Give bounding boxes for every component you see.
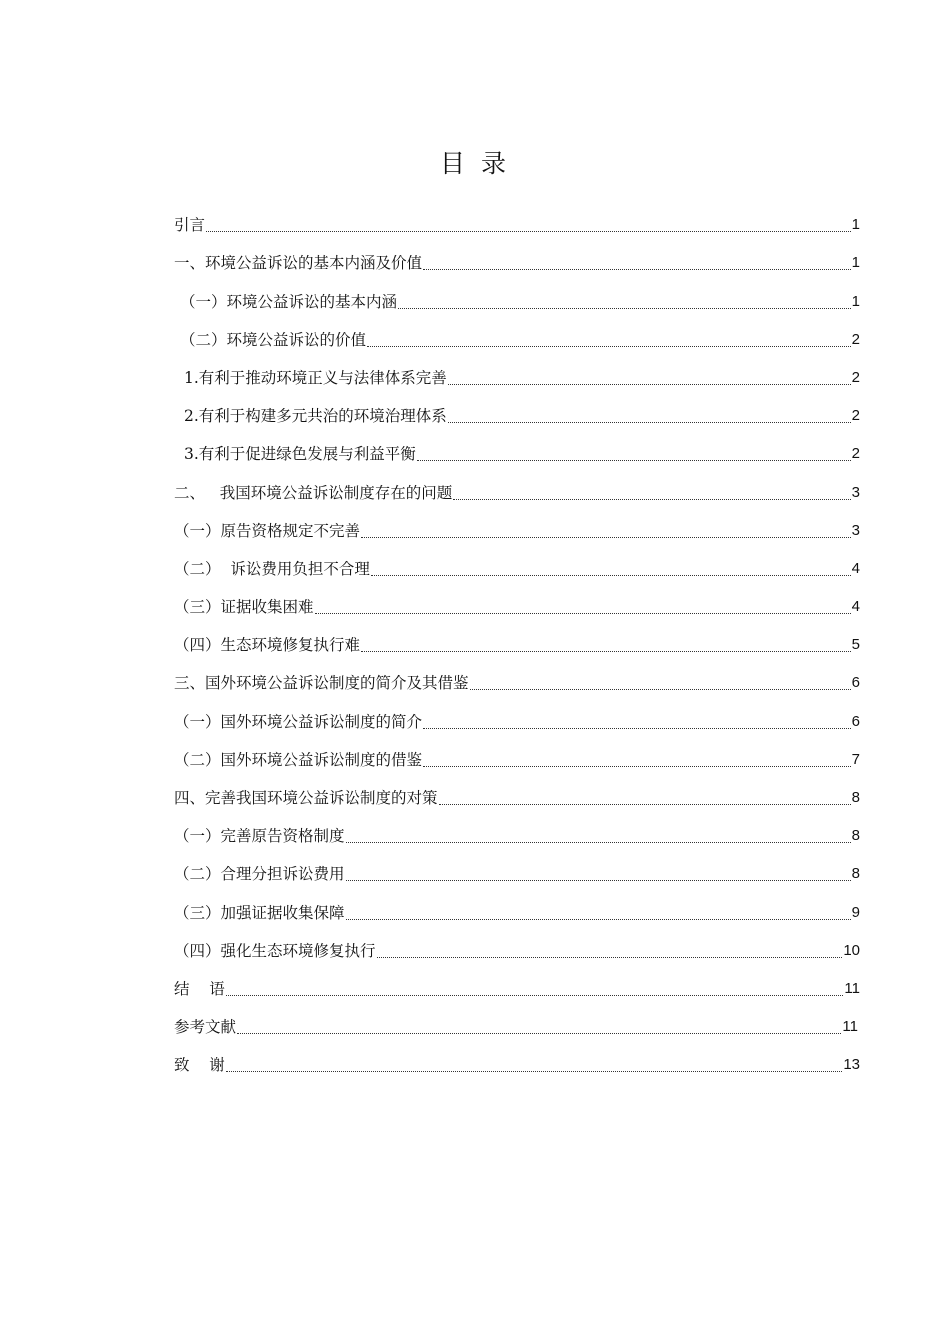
toc-entry-label: （四）生态环境修复执行难 xyxy=(174,636,361,655)
toc-entry[interactable] xyxy=(174,579,860,617)
toc-entry-page: 1 xyxy=(851,292,860,310)
toc-entry[interactable] xyxy=(174,1037,860,1075)
toc-entry-label: 3.有利于促进绿色发展与利益平衡 xyxy=(184,445,416,464)
dot-leader xyxy=(423,766,851,767)
toc-entry-page: 2 xyxy=(851,407,860,425)
toc-entry-page: 2 xyxy=(851,445,860,463)
toc-entry-label: 三、国外环境公益诉讼制度的简介及其借鉴 xyxy=(174,674,469,693)
toc-entry-label: （三）证据收集困难 xyxy=(174,598,314,617)
toc-entry-page: 2 xyxy=(851,368,860,386)
toc-entry-page: 1 xyxy=(851,216,860,234)
toc-entry[interactable] xyxy=(174,464,860,502)
toc-entry-label: （二） 诉讼费用负担不合理 xyxy=(174,559,370,578)
dot-leader xyxy=(371,575,851,576)
toc-entry[interactable] xyxy=(174,426,860,464)
table-of-contents xyxy=(174,197,860,1075)
toc-entry-label: （二）合理分担诉讼费用 xyxy=(174,865,345,884)
toc-entry-page: 2 xyxy=(851,330,860,348)
toc-entry-label: （一）国外环境公益诉讼制度的简介 xyxy=(174,712,423,731)
dot-leader xyxy=(439,804,851,805)
toc-title: 目 录 xyxy=(440,149,510,178)
toc-entry-label: 1.有利于推动环境正义与法律体系完善 xyxy=(184,368,447,387)
toc-entry[interactable] xyxy=(174,732,860,770)
toc-entry-page: 13 xyxy=(843,1056,860,1074)
dot-leader xyxy=(237,1033,841,1034)
toc-entry-page: 7 xyxy=(851,750,860,768)
toc-entry[interactable] xyxy=(174,655,860,693)
toc-entry[interactable] xyxy=(174,312,860,350)
dot-leader xyxy=(226,1071,843,1072)
toc-entry[interactable] xyxy=(174,503,860,541)
dot-leader xyxy=(453,499,850,500)
toc-entry-label: 2.有利于构建多元共治的环境治理体系 xyxy=(184,407,447,426)
dot-leader xyxy=(470,689,851,690)
toc-entry-page: 8 xyxy=(851,827,860,845)
toc-entry[interactable] xyxy=(174,961,860,999)
dot-leader xyxy=(417,460,851,461)
toc-entry-page: 9 xyxy=(851,903,860,921)
toc-entry-page: 4 xyxy=(851,559,860,577)
toc-entry[interactable] xyxy=(174,693,860,731)
toc-entry-page: 3 xyxy=(851,483,860,501)
toc-entry-page: 11 xyxy=(842,1018,858,1036)
dot-leader xyxy=(361,537,851,538)
dot-leader xyxy=(226,995,844,996)
toc-entry-label: （一）环境公益诉讼的基本内涵 xyxy=(180,292,398,311)
toc-entry[interactable] xyxy=(174,273,860,311)
toc-entry[interactable] xyxy=(174,541,860,579)
toc-entry[interactable] xyxy=(174,388,860,426)
toc-entry[interactable] xyxy=(174,197,860,235)
toc-entry-label: （一）原告资格规定不完善 xyxy=(174,521,361,540)
dot-leader xyxy=(448,422,851,423)
dot-leader xyxy=(346,842,851,843)
dot-leader xyxy=(346,880,851,881)
toc-entry-label: 结 语 xyxy=(174,979,225,998)
dot-leader xyxy=(423,728,851,729)
toc-entry-page: 10 xyxy=(843,941,860,959)
toc-entry[interactable] xyxy=(174,235,860,273)
toc-entry-page: 1 xyxy=(851,254,860,272)
toc-entry[interactable] xyxy=(174,350,860,388)
dot-leader xyxy=(367,346,851,347)
toc-entry-label: 参考文献 xyxy=(174,1018,237,1037)
toc-entry[interactable] xyxy=(174,770,860,808)
toc-entry-page: 8 xyxy=(851,789,860,806)
toc-entry-label: 四、完善我国环境公益诉讼制度的对策 xyxy=(174,789,438,807)
dot-leader xyxy=(448,384,851,385)
dot-leader xyxy=(423,269,851,270)
toc-entry-label: 二、 我国环境公益诉讼制度存在的问题 xyxy=(174,483,453,502)
dot-leader xyxy=(315,613,851,614)
dot-leader xyxy=(377,957,843,958)
toc-entry-label: （二）环境公益诉讼的价值 xyxy=(180,330,367,349)
toc-entry[interactable] xyxy=(174,846,860,884)
toc-entry[interactable] xyxy=(174,617,860,655)
toc-entry-page: 3 xyxy=(851,521,860,539)
toc-entry[interactable] xyxy=(174,808,860,846)
toc-entry-page: 5 xyxy=(851,636,860,654)
dot-leader xyxy=(361,651,851,652)
dot-leader xyxy=(398,308,851,309)
dot-leader xyxy=(206,231,851,232)
toc-entry[interactable] xyxy=(174,884,860,922)
toc-entry-label: （三）加强证据收集保障 xyxy=(174,903,345,922)
toc-entry-page: 11 xyxy=(844,979,860,997)
toc-entry-label: （四）强化生态环境修复执行 xyxy=(174,941,376,960)
toc-entry-label: 引言 xyxy=(174,216,206,235)
toc-entry-label: （二）国外环境公益诉讼制度的借鉴 xyxy=(174,750,423,769)
toc-entry-label: 一、环境公益诉讼的基本内涵及价值 xyxy=(174,254,423,273)
toc-entry-page: 8 xyxy=(851,865,860,883)
toc-entry-page: 6 xyxy=(851,712,860,730)
toc-entry[interactable] xyxy=(174,999,860,1037)
toc-entry[interactable] xyxy=(174,923,860,961)
toc-entry-page: 4 xyxy=(851,598,860,616)
toc-entry-label: （一）完善原告资格制度 xyxy=(174,827,345,846)
toc-entry-page: 6 xyxy=(851,674,860,692)
dot-leader xyxy=(346,919,851,920)
toc-entry-label: 致 谢 xyxy=(174,1056,225,1075)
